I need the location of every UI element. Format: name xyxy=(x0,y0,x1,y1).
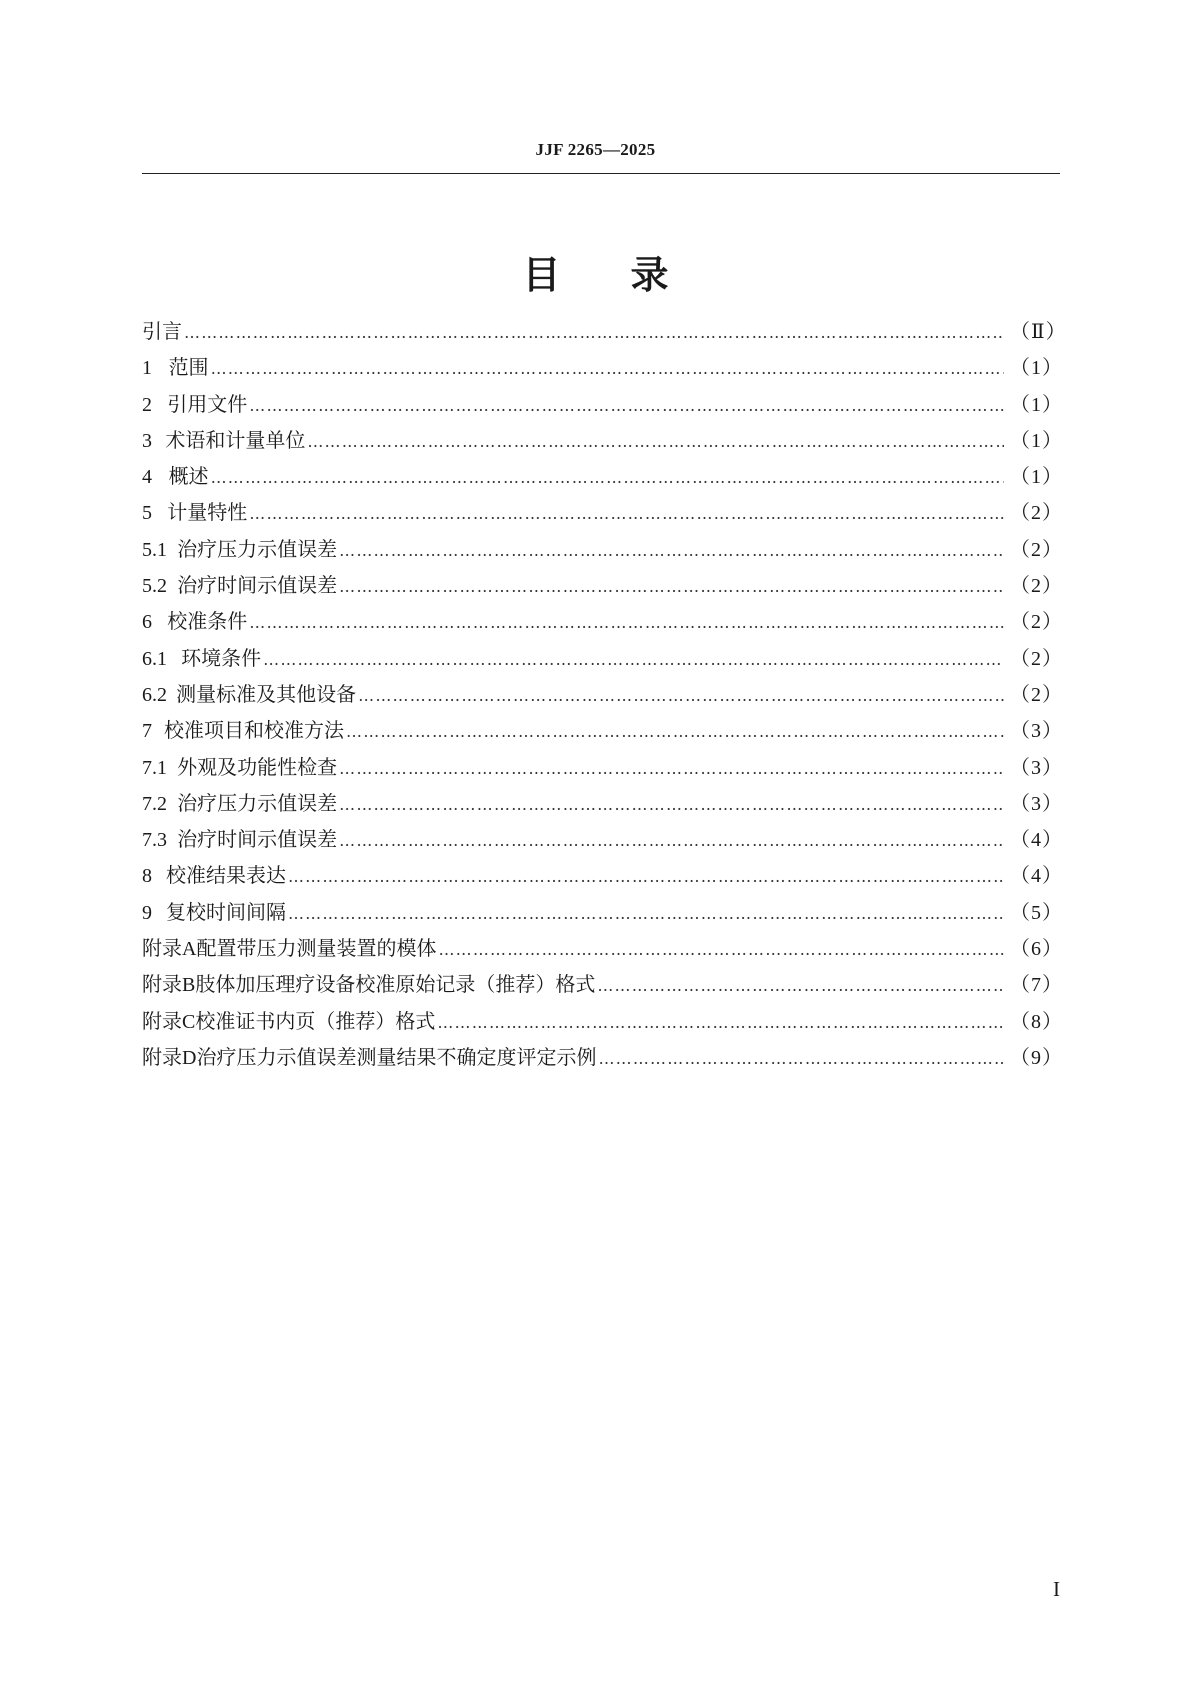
toc-entry-foreword[interactable] xyxy=(142,313,1067,349)
toc-entry-number: 8 xyxy=(142,865,152,888)
toc-entry-label: 治疗压力示值误差测量结果不确定度评定示例 xyxy=(196,1044,597,1069)
toc-entry-number: 附录B xyxy=(142,974,196,997)
toc-entry-page: （1） xyxy=(1010,466,1063,489)
toc-entry-number: 附录C xyxy=(142,1010,196,1033)
toc-entry-page: （8） xyxy=(1010,1010,1063,1033)
table-of-contents xyxy=(142,313,1067,1075)
toc-entry-label: 环境条件 xyxy=(181,645,262,670)
dot-leader xyxy=(339,751,1004,787)
dot-leader xyxy=(597,968,1004,1004)
toc-entry-number: 6.2 xyxy=(142,683,167,706)
dot-leader xyxy=(249,388,1004,424)
toc-entry-label: 校准条件 xyxy=(167,609,248,634)
page-title xyxy=(0,250,1191,300)
toc-entry-appendix-c[interactable] xyxy=(142,1003,1063,1039)
dot-leader xyxy=(288,896,1004,932)
toc-entry-label: 治疗压力示值误差 xyxy=(177,536,338,561)
toc-entry-label: 校准证书内页（推荐）格式 xyxy=(195,1008,436,1033)
toc-entry-label: 术语和计量单位 xyxy=(165,427,306,452)
toc-entry-label: 校准项目和校准方法 xyxy=(164,718,345,743)
toc-entry-number: 附录D xyxy=(142,1046,197,1069)
toc-entry-label: 校准结果表达 xyxy=(165,863,286,888)
toc-entry-4[interactable] xyxy=(142,458,1063,494)
toc-entry-page: （2） xyxy=(1010,647,1063,670)
dot-leader xyxy=(598,1041,1004,1077)
toc-entry-7-1[interactable] xyxy=(142,749,1063,785)
toc-entry-number: 2 xyxy=(142,393,152,416)
toc-entry-number: 5.2 xyxy=(142,575,167,598)
toc-entry-page: （1） xyxy=(1010,429,1063,452)
toc-entry-label: 引言 xyxy=(142,319,182,343)
toc-entry-label: 外观及功能性检查 xyxy=(177,754,338,779)
toc-entry-6-2[interactable] xyxy=(142,676,1063,712)
toc-entry-page: （4） xyxy=(1010,829,1063,852)
toc-entry-number: 5.1 xyxy=(142,538,167,561)
dot-leader xyxy=(346,714,1004,750)
dot-leader xyxy=(437,1005,1004,1041)
dot-leader xyxy=(438,932,1004,968)
toc-entry-number: 5 xyxy=(142,502,152,525)
toc-entry-label: 计量特性 xyxy=(167,500,248,525)
toc-entry-label: 复校时间间隔 xyxy=(165,899,286,924)
toc-entry-page: （7） xyxy=(1010,974,1063,997)
toc-entry-label: 范围 xyxy=(168,355,209,380)
toc-entry-number: 7.3 xyxy=(142,829,167,852)
toc-entry-3[interactable] xyxy=(142,422,1063,458)
toc-entry-number: 4 xyxy=(142,466,152,489)
toc-entry-6[interactable] xyxy=(142,603,1063,639)
toc-entry-page: （3） xyxy=(1010,720,1063,743)
toc-entry-appendix-d[interactable] xyxy=(142,1039,1063,1075)
toc-entry-number: 7.2 xyxy=(142,792,167,815)
toc-entry-page: （5） xyxy=(1010,901,1063,924)
page-number: I xyxy=(1053,1577,1060,1601)
toc-entry-page: （3） xyxy=(1010,756,1063,779)
toc-entry-label: 配置带压力测量装置的模体 xyxy=(196,936,437,961)
toc-entry-label: 概述 xyxy=(168,464,209,489)
toc-entry-number: 6 xyxy=(142,611,152,634)
document-code: JJF 2265—2025 xyxy=(535,140,656,159)
toc-entry-5[interactable] xyxy=(142,494,1063,530)
dot-leader xyxy=(358,678,1004,714)
toc-entry-label: 引用文件 xyxy=(167,391,248,416)
dot-leader xyxy=(339,569,1004,605)
toc-entry-5-1[interactable] xyxy=(142,531,1063,567)
toc-entry-7[interactable] xyxy=(142,712,1063,748)
dot-leader xyxy=(211,460,1004,496)
toc-entry-number: 7 xyxy=(142,720,152,743)
toc-entry-8[interactable] xyxy=(142,857,1063,893)
toc-entry-1[interactable] xyxy=(142,349,1063,385)
toc-entry-number: 3 xyxy=(142,429,152,452)
dot-leader xyxy=(339,787,1004,823)
dot-leader xyxy=(288,859,1004,895)
toc-entry-label: 治疗时间示值误差 xyxy=(177,827,338,852)
toc-entry-label: 治疗时间示值误差 xyxy=(177,573,338,598)
toc-entry-9[interactable] xyxy=(142,894,1063,930)
toc-entry-page: （3） xyxy=(1010,792,1063,815)
toc-entry-label: 测量标准及其他设备 xyxy=(176,681,357,706)
toc-entry-page: （Ⅱ） xyxy=(1010,321,1067,343)
toc-entry-page: （1） xyxy=(1010,357,1063,380)
dot-leader xyxy=(184,315,1004,351)
toc-entry-page: （2） xyxy=(1010,502,1063,525)
toc-entry-label: 肢体加压理疗设备校准原始记录（推荐）格式 xyxy=(195,972,596,997)
dot-leader xyxy=(339,823,1004,859)
title-char-1: 目 xyxy=(522,253,561,298)
toc-entry-page: （2） xyxy=(1010,683,1063,706)
toc-entry-number: 7.1 xyxy=(142,756,167,779)
title-char-2: 录 xyxy=(630,253,669,298)
toc-entry-number: 附录A xyxy=(142,938,197,961)
dot-leader xyxy=(249,605,1004,641)
toc-entry-appendix-b[interactable] xyxy=(142,966,1063,1002)
toc-entry-number: 9 xyxy=(142,901,152,924)
toc-entry-7-2[interactable] xyxy=(142,785,1063,821)
dot-leader xyxy=(249,496,1004,532)
dot-leader xyxy=(307,424,1004,460)
toc-entry-page: （4） xyxy=(1010,865,1063,888)
toc-entry-page: （2） xyxy=(1010,611,1063,634)
toc-entry-6-1[interactable] xyxy=(142,640,1063,676)
toc-entry-page: （2） xyxy=(1010,575,1063,598)
toc-entry-page: （6） xyxy=(1010,938,1063,961)
toc-entry-label: 治疗压力示值误差 xyxy=(177,790,338,815)
dot-leader xyxy=(211,351,1004,387)
toc-entry-page: （9） xyxy=(1010,1046,1063,1069)
toc-entry-page: （2） xyxy=(1010,538,1063,561)
dot-leader xyxy=(339,533,1004,569)
toc-entry-page: （1） xyxy=(1010,393,1063,416)
toc-entry-7-3[interactable] xyxy=(142,821,1063,857)
toc-entry-appendix-a[interactable] xyxy=(142,930,1063,966)
header-divider xyxy=(142,173,1060,174)
toc-entry-5-2[interactable] xyxy=(142,567,1063,603)
toc-entry-number: 1 xyxy=(142,357,152,380)
dot-leader xyxy=(263,642,1004,678)
toc-entry-number: 6.1 xyxy=(142,647,167,670)
toc-entry-2[interactable] xyxy=(142,386,1063,422)
